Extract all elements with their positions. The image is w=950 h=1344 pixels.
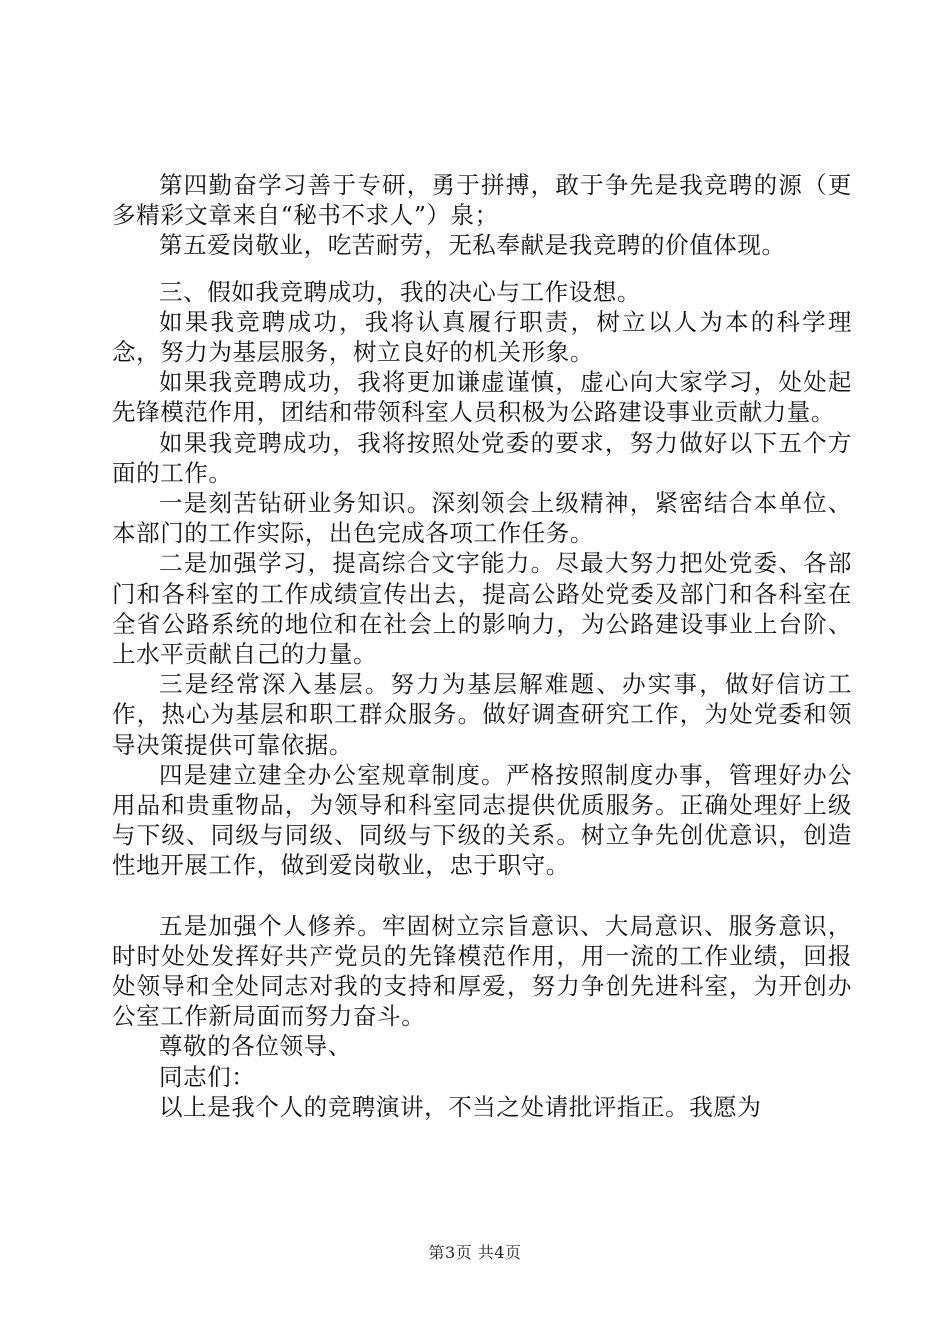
paragraph: 四是建立建全办公室规章制度。严格按照制度办事，管理好办公用品和贵重物品，为领导和科室同志提供优质服务。正确处理好上级与下级、同级与同级、同级与下级的关系。树立争先创优意识，创造性地开展工作，做到爱岗敬业，忠于职守。 xyxy=(112,760,852,880)
paragraph-spacer xyxy=(112,261,852,277)
salutation-line: 尊敬的各位领导、 xyxy=(159,1032,352,1061)
paragraph: 如果我竞聘成功，我将更加谦虚谨慎，虚心向大家学习，处处起先锋模范作用，团结和带领科室人员积极为公路建设事业贡献力量。 xyxy=(112,368,852,427)
salutation-line: 同志们： xyxy=(159,1062,256,1091)
paragraph: 以上是我个人的竞聘演讲，不当之处请批评指正。我愿为 xyxy=(159,1092,762,1121)
document-body xyxy=(112,170,852,1122)
paragraph: 第四勤奋学习善于专研，勇于拼搏，敢于争先是我竞聘的源（更多精彩文章来自“秘书不求人”）泉； xyxy=(112,171,852,230)
paragraph: 如果我竞聘成功，我将按照处党委的要求，努力做好以下五个方面的工作。 xyxy=(112,428,852,487)
paragraph: 如果我竞聘成功，我将认真履行职责，树立以人为本的科学理念，努力为基层服务，树立良好的机关形象。 xyxy=(112,307,852,367)
paragraph: 二是加强学习，提高综合文字能力。尽最大努力把处党委、各部门和各科室的工作成绩宣传出去，提高公路处党委及部门和各科室在全省公路系统的地位和在社会上的影响力，为公路建设事业上台阶、上水平贡献自己的力量。 xyxy=(112,549,852,669)
paragraph: 第五爱岗敬业，吃苦耐劳，无私奉献是我竞聘的价值体现。 xyxy=(159,231,786,260)
paragraph-spacer xyxy=(112,881,852,911)
paragraph: 三是经常深入基层。努力为基层解难题、办实事，做好信访工作，热心为基层和职工群众服务。做好调查研究工作，为处党委和领导决策提供可靠依据。 xyxy=(112,670,852,759)
page-number-footer: 第3页 共4页 xyxy=(428,1243,522,1262)
paragraph: 一是刻苦钻研业务知识。深刻领会上级精神，紧密结合本单位、本部门的工作实际，出色完成各项工作任务。 xyxy=(112,489,852,548)
paragraph: 五是加强个人修养。牢固树立宗旨意识、大局意识、服务意识，时时处处发挥好共产党员的先锋模范作用，用一流的工作业绩，回报处领导和全处同志对我的支持和厚爱，努力争创先进科室，为开创办公室工作新局面而努力奋斗。 xyxy=(112,911,852,1031)
section-heading: 三、假如我竞聘成功，我的决心与工作设想。 xyxy=(159,277,641,306)
